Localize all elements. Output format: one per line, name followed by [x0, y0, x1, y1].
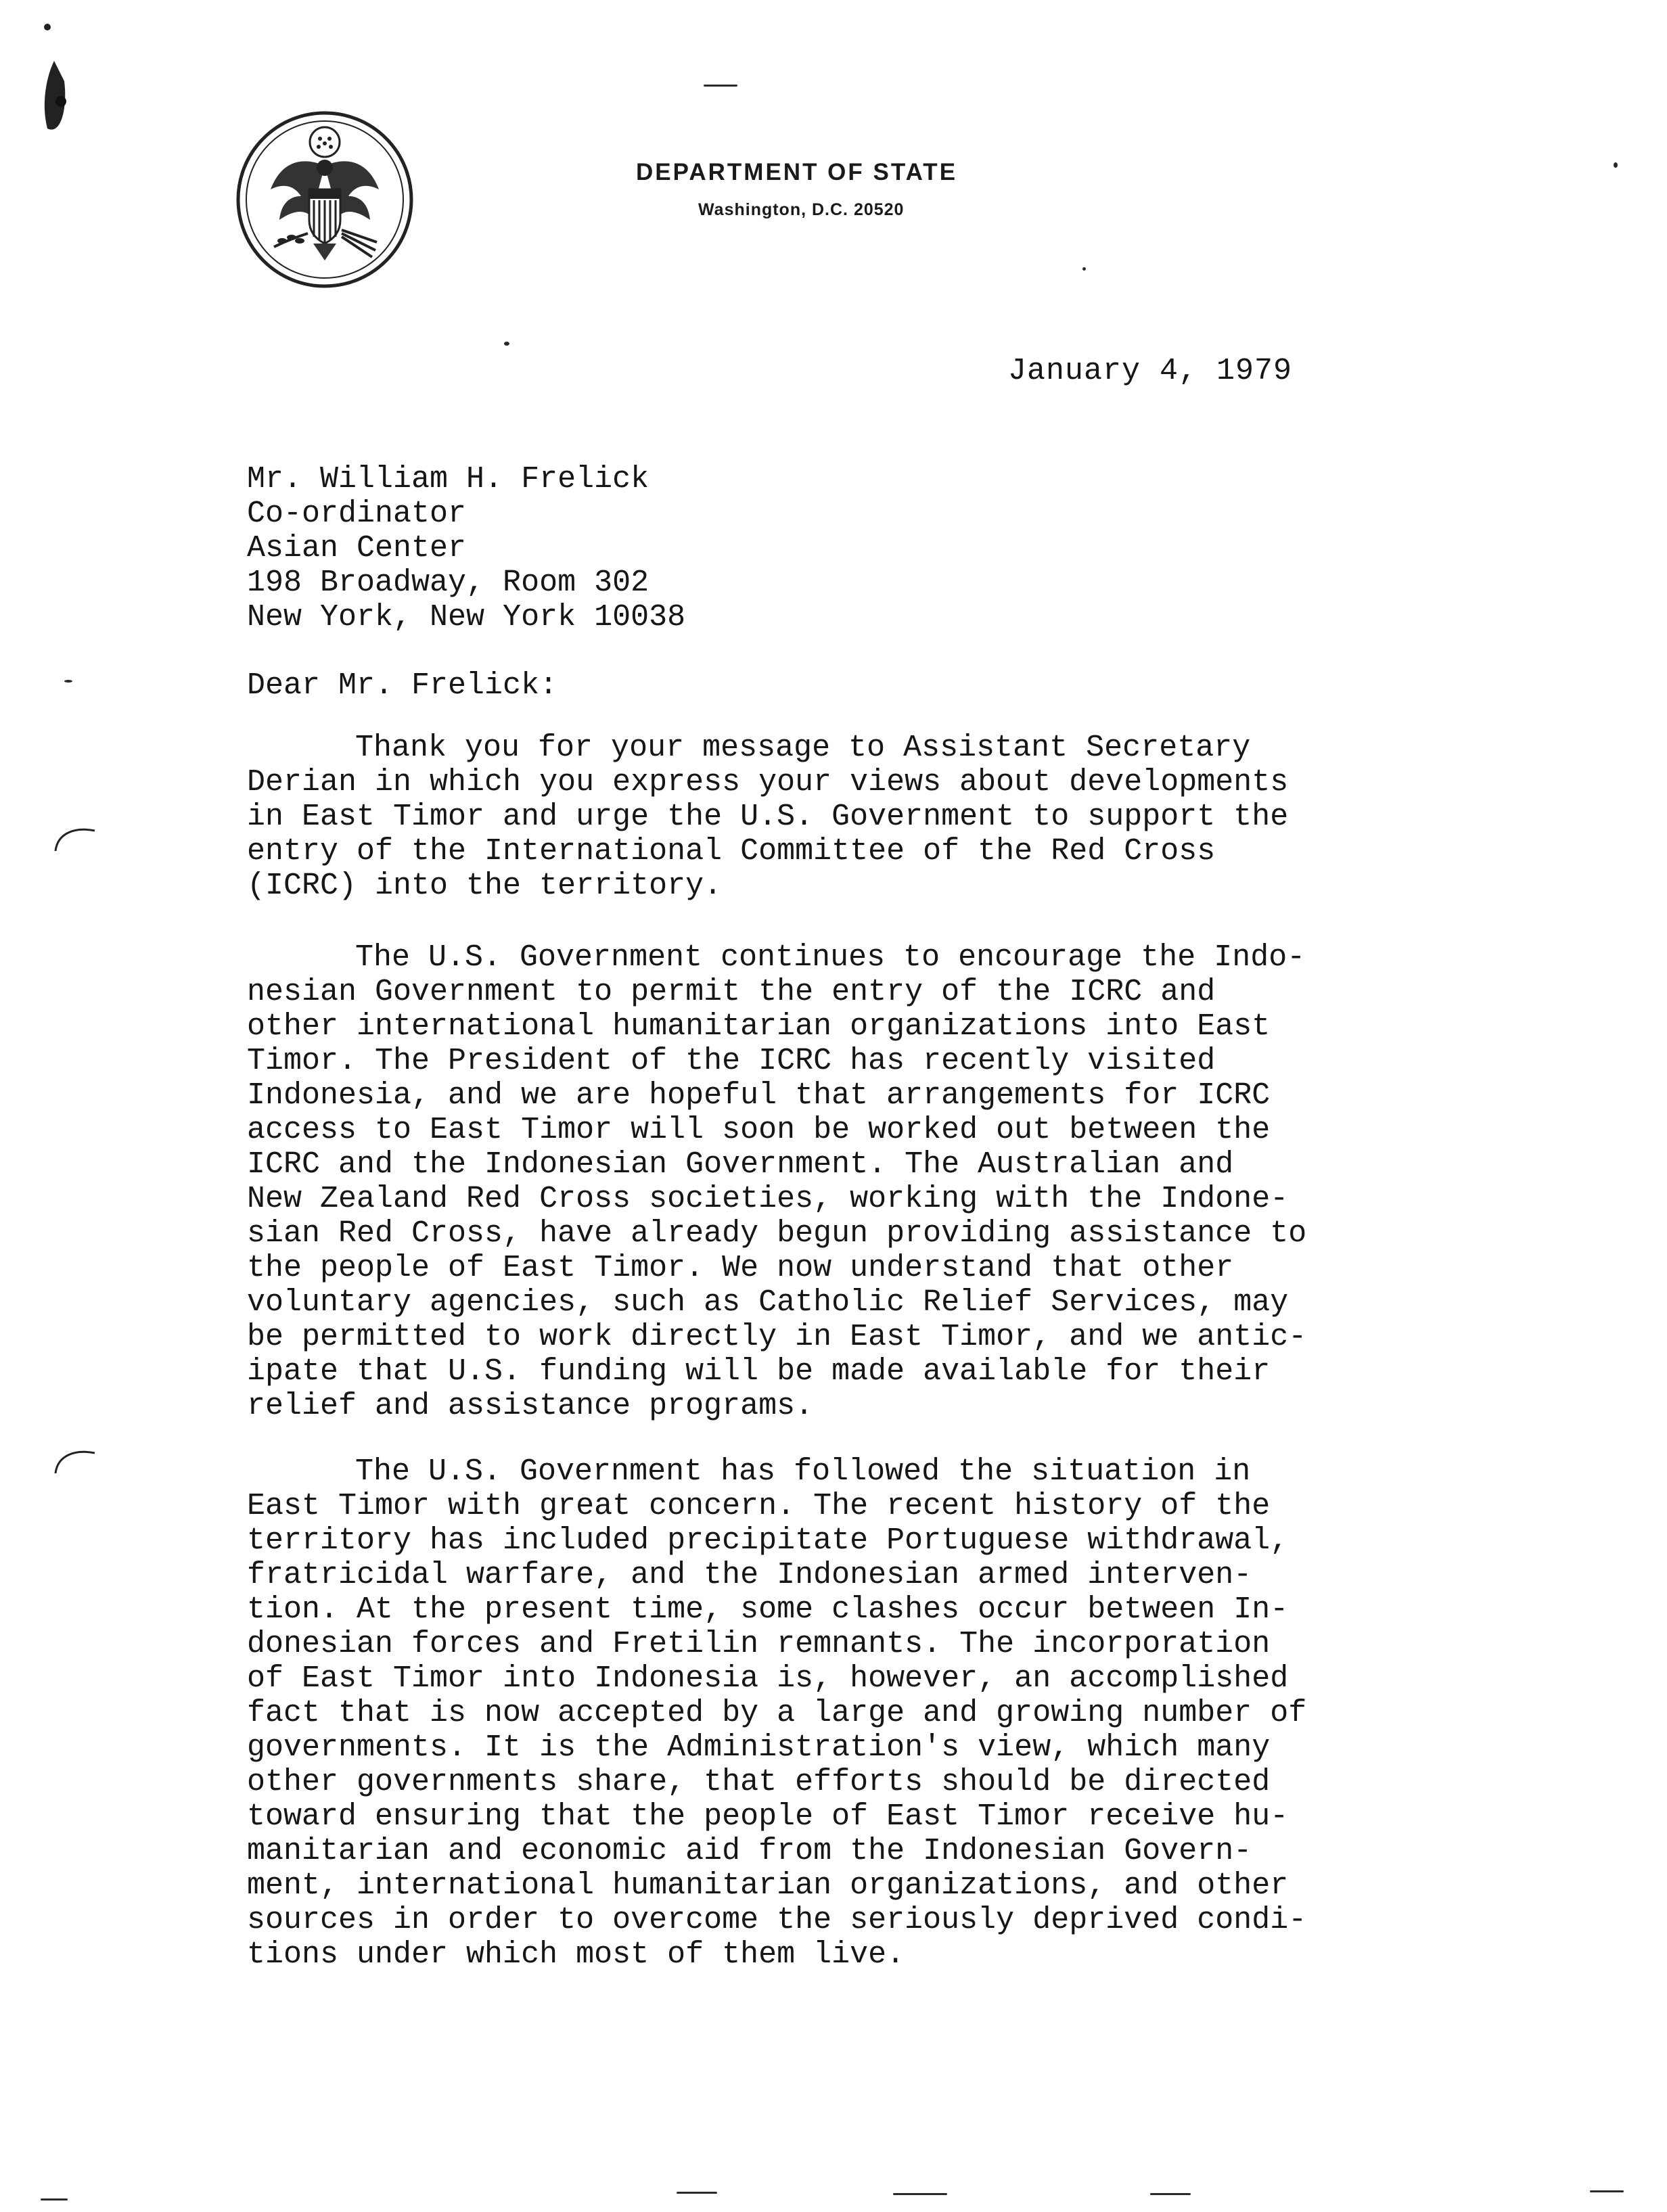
- paragraph-line: ipate that U.S. funding will be made available for their: [247, 1354, 1271, 1389]
- paragraph-line: sian Red Cross, have already begun providing assistance to: [247, 1216, 1307, 1251]
- paragraph-line: entry of the International Committee of the Red Cross: [247, 834, 1216, 869]
- salutation: Dear Mr. Frelick:: [247, 668, 558, 703]
- paragraph-line: other international humanitarian organizations into East: [247, 1009, 1271, 1044]
- recipient-line: New York, New York 10038: [247, 600, 686, 635]
- paragraph-line: fact that is now accepted by a large and growing number of: [247, 1696, 1307, 1730]
- paragraph-line: the people of East Timor. We now understand that other: [247, 1251, 1234, 1285]
- letterhead: [582, 156, 1191, 220]
- paragraph-line: territory has included precipitate Portuguese withdrawal,: [247, 1523, 1289, 1558]
- paragraph-line: voluntary agencies, such as Catholic Relief Services, may: [247, 1285, 1289, 1320]
- bracket-mark: [47, 825, 101, 866]
- paragraph-line: nesian Government to permit the entry of the ICRC and: [247, 975, 1216, 1009]
- paragraph-line: be permitted to work directly in East Timor, and we antic-: [247, 1320, 1307, 1354]
- paragraph-line: access to East Timor will soon be worked out between the: [247, 1113, 1271, 1147]
- paragraph-line: ment, international humanitarian organizations, and other: [247, 1868, 1289, 1903]
- paragraph-line: (ICRC) into the territory.: [247, 869, 723, 903]
- recipient-line: 198 Broadway, Room 302: [247, 566, 649, 600]
- paragraph-line: manitarian and economic aid from the Indonesian Govern-: [247, 1834, 1252, 1868]
- body-paragraph: [247, 731, 1492, 903]
- paragraph-line: other governments share, that efforts should be directed: [247, 1765, 1271, 1799]
- paragraph-line: Derian in which you express your views about developments: [247, 765, 1289, 800]
- paragraph-line: tions under which most of them live.: [247, 1937, 905, 1972]
- paragraph-line: of East Timor into Indonesia is, however, an accomplished: [247, 1661, 1289, 1696]
- paragraph-line: tion. At the present time, some clashes occur between In-: [247, 1592, 1289, 1627]
- body-paragraph: [247, 940, 1492, 1423]
- paragraph-line: governments. It is the Administration's view, which many: [247, 1730, 1271, 1765]
- paragraph-line: ICRC and the Indonesian Government. The Australian and: [247, 1147, 1234, 1182]
- great-seal-icon: [233, 108, 416, 291]
- paragraph-line: New Zealand Red Cross societies, working with the Indone-: [247, 1182, 1289, 1216]
- paragraph-line: toward ensuring that the people of East Timor receive hu-: [247, 1799, 1289, 1834]
- department-name: DEPARTMENT OF STATE: [636, 159, 958, 185]
- paragraph-line: The U.S. Government continues to encourage the Indo-: [355, 940, 1306, 975]
- department-address: Washington, D.C. 20520: [698, 200, 905, 219]
- recipient-line: Co-ordinator: [247, 497, 467, 531]
- recipient-line: Mr. William H. Frelick: [247, 462, 649, 497]
- paragraph-line: in East Timor and urge the U.S. Government to support the: [247, 800, 1289, 834]
- paragraph-line: donesian forces and Fretilin remnants. The incorporation: [247, 1627, 1271, 1661]
- paragraph-line: Timor. The President of the ICRC has recently visited: [247, 1044, 1216, 1078]
- paragraph-line: fratricidal warfare, and the Indonesian armed interven-: [247, 1558, 1252, 1592]
- paragraph-line: East Timor with great concern. The recent history of the: [247, 1489, 1271, 1523]
- bracket-mark: [47, 1448, 101, 1488]
- body-paragraph: [247, 1454, 1492, 1972]
- letter-date: January 4, 1979: [1008, 354, 1293, 388]
- punch-hole-mark: [27, 20, 81, 156]
- recipient-line: Asian Center: [247, 531, 467, 566]
- paragraph-line: Indonesia, and we are hopeful that arrangements for ICRC: [247, 1078, 1271, 1113]
- paragraph-line: The U.S. Government has followed the situation in: [355, 1454, 1251, 1489]
- recipient-address: [247, 462, 685, 635]
- paragraph-line: relief and assistance programs.: [247, 1389, 814, 1423]
- paragraph-line: Thank you for your message to Assistant Secretary: [355, 731, 1251, 765]
- paragraph-line: sources in order to overcome the seriously deprived condi-: [247, 1903, 1307, 1937]
